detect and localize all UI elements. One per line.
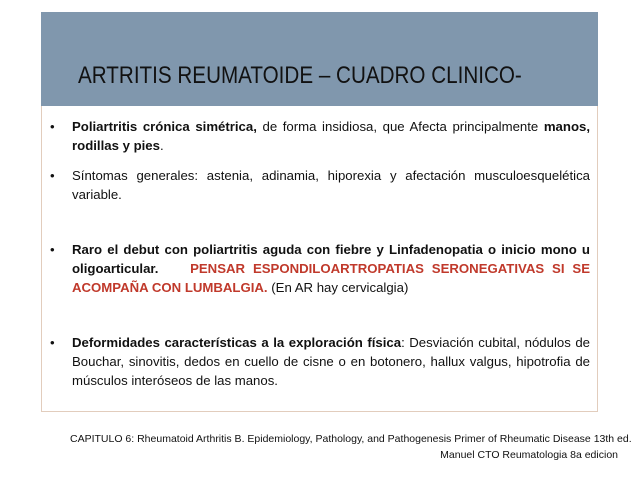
bullet-dot: •: [50, 335, 55, 350]
bullet-1: [50, 117, 590, 155]
bullet-4-plain: : Desviación cubital, nódulos de Bouchar, sinovitis, dedos en cuello de cisne o en botonero, hallux valgus, hipotrofia de músculos interóseos de las manos.: [72, 335, 591, 388]
bullet-3-text: [72, 240, 590, 297]
bullet-1-end: .: [159, 138, 164, 153]
bullet-2-text: Síntomas generales: astenia, adinamia, hiporexia y afectación musculoesquelética variable.: [72, 168, 590, 202]
bullet-4-text: [72, 333, 590, 390]
slide-title: ARTRITIS REUMATOIDE – CUADRO CLINICO-: [78, 62, 522, 89]
bullet-4: [50, 333, 590, 390]
bullet-2: [50, 166, 590, 204]
bullet-dot: •: [50, 119, 55, 134]
bullet-dot: •: [50, 168, 55, 183]
bullet-1-bold2: manos, rodillas y pies: [72, 119, 590, 153]
bullet-3-bold: Raro el debut con poliartritis aguda con fiebre y Linfadenopatia o inicio mono u oligoarticular.: [72, 242, 590, 276]
bullet-3-plain: (En AR hay cervicalgia): [267, 280, 409, 295]
bullet-1-plain: de forma insidiosa, que Afecta principalmente: [256, 119, 544, 134]
bullet-1-bold: Poliartritis crónica simétrica,: [72, 119, 257, 134]
footer-reference-1: CAPITULO 6: Rheumatoid Arthritis B. Epidemiology, Pathology, and Pathogenesis Primer of Rheumatic Disease 13th ed.: [70, 433, 632, 445]
bullet-3-red: PENSAR ESPONDILOARTROPATIAS SERONEGATIVAS SI SE ACOMPAÑA CON LUMBALGIA.: [72, 261, 591, 295]
bullet-4-bold: Deformidades características a la exploración física: [72, 335, 402, 350]
title-band: [41, 12, 598, 106]
bullet-3: [50, 240, 590, 297]
footer-reference-2: Manuel CTO Reumatologia 8a edicion: [440, 449, 618, 461]
bullet-1-text: [72, 117, 590, 155]
bullet-dot: •: [50, 242, 55, 257]
